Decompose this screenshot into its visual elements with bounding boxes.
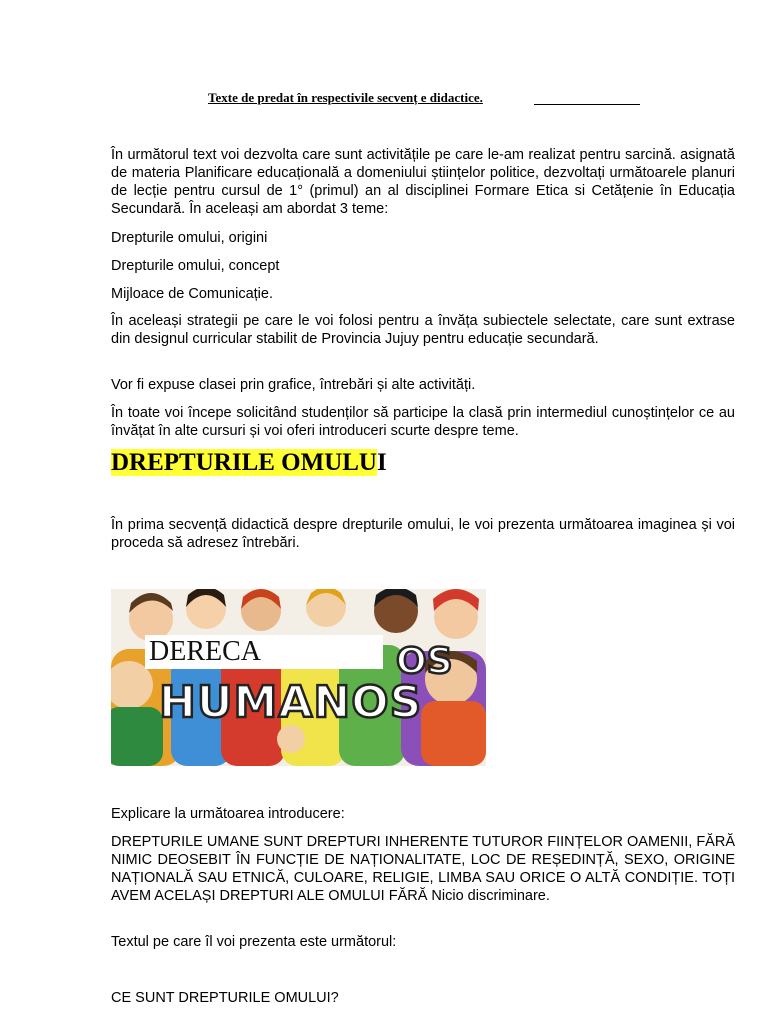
exposed-paragraph: Vor fi expuse clasei prin grafice, întrebări și alte activități. [111,377,476,393]
topic-item-concept: Drepturile omului, concept [111,258,280,274]
sequence-intro-paragraph: În prima secvență didactică despre drepturile omului, le voi prezenta următoarea imaginea și voi proceda să adresez întrebări. [111,517,735,551]
explanation-intro: Explicare la următoarea introducere: [111,806,345,822]
text-intro: Textul pe care îl voi prezenta este următorul: [111,934,397,950]
children-illustration [111,589,486,766]
topic-item-communication: Mijloace de Comunicație. [111,286,273,302]
strategies-paragraph: În aceleași strategii pe care le voi folosi pentru a învăța subiectele selectate, care sunt extrase din designul curricular stabilit de Provincia Jujuy pentru educație secundară. [111,313,735,347]
document-title: Texte de predat în respectivile secvenț e didactice. [208,90,483,105]
title-underline [534,104,640,105]
question-line: CE SUNT DREPTURILE OMULUI? [111,990,339,1006]
definition-paragraph: DREPTURILE UMANE SUNT DREPTURI INHERENTE TUTUROR FIINȚELOR OAMENII, FĂRĂ NIMIC DEOSEBIT ÎN FUNCȚIE DE NAȚIONALITATE, LOC DE REȘEDINȚĂ, SEXO, ORIGINE NAȚIONALĂ SAU ETNICĂ, CULOARE, RELIGIE, LIMBA SAU ORICE O ALTĂ CONDIȚIE. TOȚI AVEM ACELAȘI DREPTURI ALE OMULUI FĂRĂ Nicio discriminare. [111,834,735,904]
heading-highlight: DREPTURILE OMULU [111,449,377,476]
heading-tail: I [377,449,387,476]
banner-text: HUMANOS [159,677,423,728]
topic-item-origins: Drepturile omului, origini [111,230,268,246]
image-label: DERECA [145,635,383,669]
start-paragraph: În toate voi începe solicitând studenților să participe la clasă prin intermediul cunoștințelor ce au învățat în alte cursuri și voi oferi introduceri scurte despre teme. [111,405,735,439]
banner-fragment: OS [396,641,453,682]
intro-paragraph: În următorul text voi dezvolta care sunt activitățile pe care le-am realizat pentru sarcină. asignată de materia Planificare educațională a domeniului științelor politice, dezvoltați următoarele planuri de lecție pentru cursul de 1° (primul) an al disciplinei Formare Etica si Cetățenie în Educația Secundară. În aceleași am abordat 3 teme: [111,147,735,217]
human-rights-illustration [111,589,486,766]
section-heading [111,448,387,478]
